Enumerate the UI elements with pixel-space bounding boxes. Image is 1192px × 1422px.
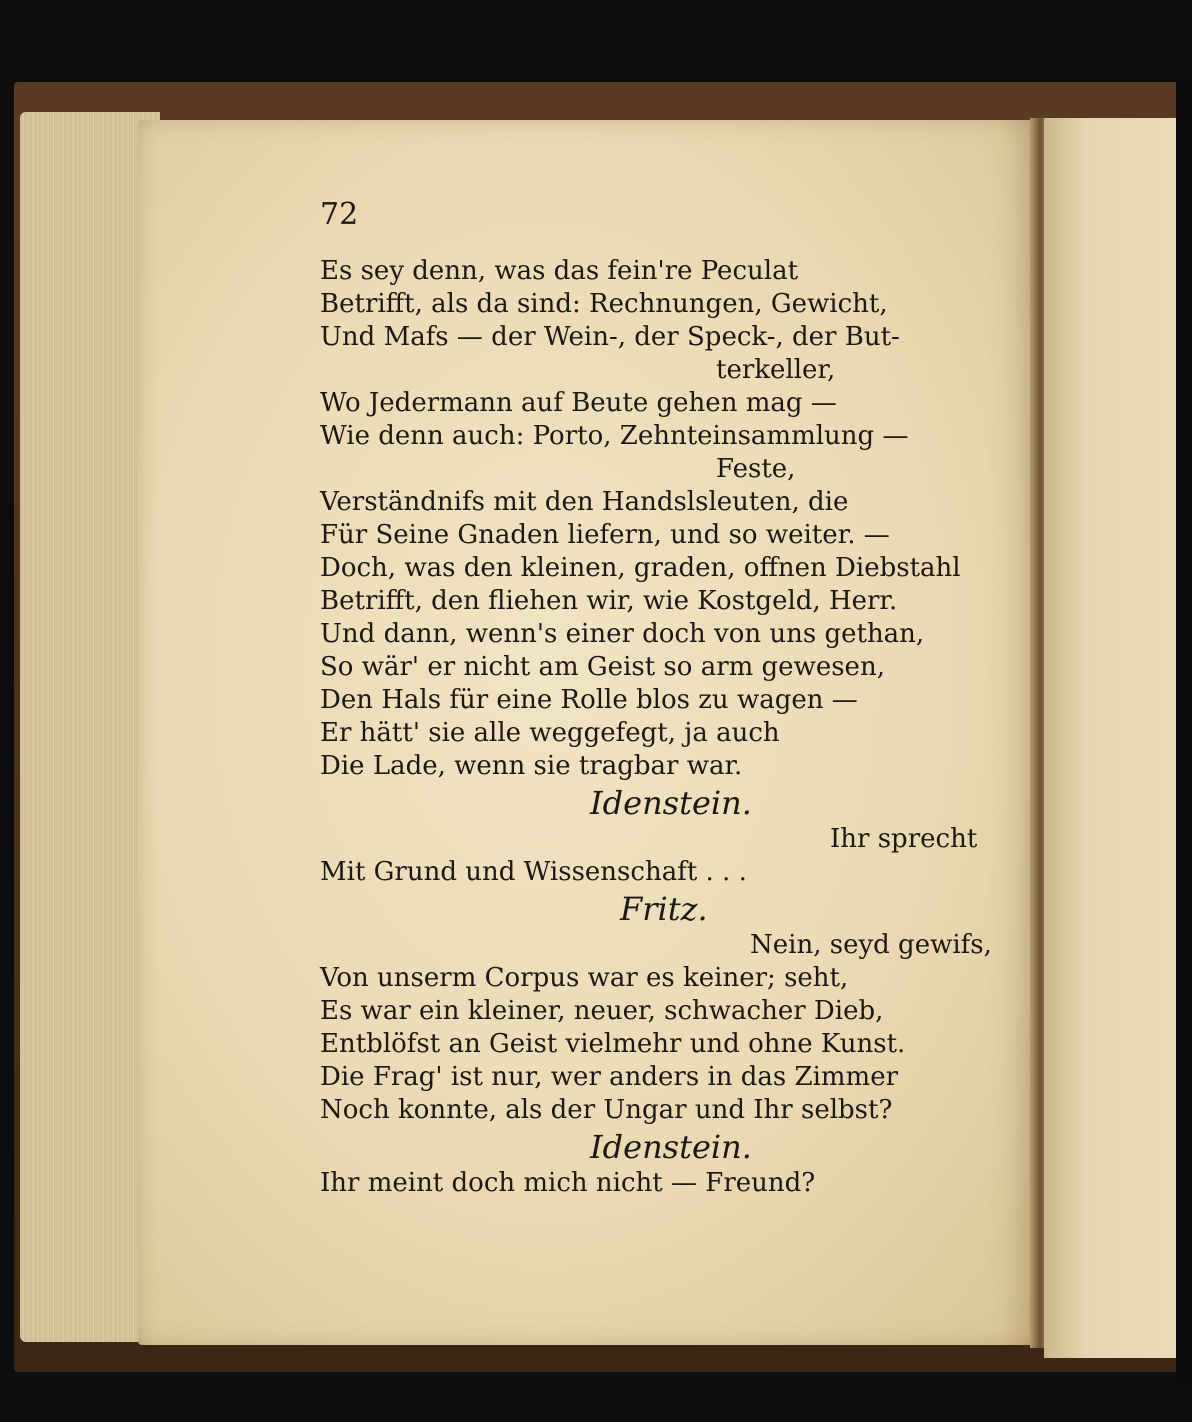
page-number: 72 bbox=[320, 197, 359, 232]
text-line: Wo Jedermann auf Beute gehen mag — bbox=[320, 388, 837, 418]
text-line: Und Mafs — der Wein-, der Speck-, der But- bbox=[320, 322, 900, 352]
text-line: Den Hals für eine Rolle blos zu wagen — bbox=[320, 685, 858, 715]
text-line: So wär' er nicht am Geist so arm gewesen, bbox=[320, 652, 885, 682]
text-line: Die Lade, wenn sie tragbar war. bbox=[320, 751, 743, 781]
text-line: Mit Grund und Wissenschaft . . . bbox=[320, 857, 747, 887]
text-line: Wie denn auch: Porto, Zehnteinsammlung — bbox=[320, 421, 909, 451]
text-line: Von unserm Corpus war es keiner; seht, bbox=[320, 963, 849, 993]
text-line: Noch konnte, als der Ungar und Ihr selbst? bbox=[320, 1095, 893, 1125]
text-line: Verständnifs mit den Handslsleuten, die bbox=[320, 487, 849, 517]
text-line: Und dann, wenn's einer doch von uns gethan, bbox=[320, 619, 925, 649]
speaker-name: Idenstein. bbox=[590, 784, 752, 822]
text-line: Doch, was den kleinen, graden, offnen Diebstahl bbox=[320, 553, 961, 583]
text-line: Betrifft, als da sind: Rechnungen, Gewicht, bbox=[320, 289, 888, 319]
speaker-name: Fritz. bbox=[620, 890, 708, 928]
text-line: Betrifft, den fliehen wir, wie Kostgeld, Herr. bbox=[320, 586, 898, 616]
text-line: Nein, seyd gewifs, bbox=[750, 930, 992, 960]
dark-background-edge bbox=[1176, 80, 1192, 1380]
text-line: Die Frag' ist nur, wer anders in das Zimmer bbox=[320, 1062, 899, 1092]
text-line: Für Seine Gnaden liefern, und so weiter. — bbox=[320, 520, 890, 550]
text-line: Er hätt' sie alle weggefegt, ja auch bbox=[320, 718, 780, 748]
text-line: Feste, bbox=[716, 454, 796, 484]
text-line: Ihr sprecht bbox=[830, 824, 978, 854]
text-line: Es war ein kleiner, neuer, schwacher Dieb, bbox=[320, 996, 884, 1026]
left-page-text bbox=[320, 195, 1040, 1200]
text-line: Entblöfst an Geist vielmehr und ohne Kunst. bbox=[320, 1029, 906, 1059]
right-page bbox=[1044, 118, 1184, 1358]
text-line: Es sey denn, was das fein're Peculat bbox=[320, 256, 799, 286]
text-line: terkeller, bbox=[716, 355, 836, 385]
text-line: Ihr meint doch mich nicht — Freund? bbox=[320, 1168, 816, 1198]
speaker-name: Idenstein. bbox=[590, 1128, 752, 1166]
